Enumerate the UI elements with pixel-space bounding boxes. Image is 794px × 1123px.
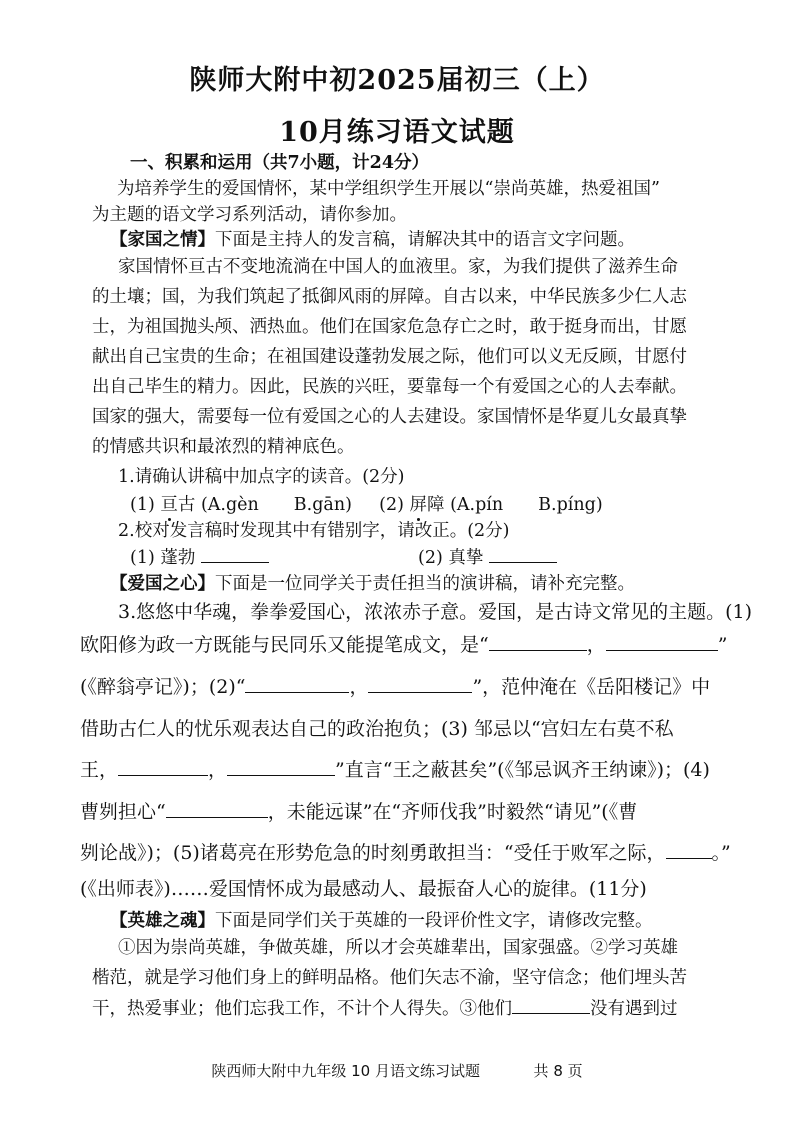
q3-text: 欧阳修为政一方既能与民同乐又能提笔成文，是“ — [80, 634, 489, 656]
section-heading: 一、积累和运用（共7小题，计24分） — [130, 153, 430, 173]
hero-passage-line: 楷范，就是学习他们身上的鲜明品格。他们矢志不渝，坚守信念；他们埋头苦 — [92, 968, 687, 988]
q1-char: 古 — [177, 495, 196, 515]
q3-line — [80, 840, 731, 866]
q3-line: 3.悠悠中华魂，拳拳爱国心，浓浓赤子意。爱国，是古诗文常见的主题。(1) — [118, 601, 753, 623]
q3-blank[interactable] — [227, 759, 335, 776]
q1-stem: 1.请确认讲稿中加点字的读音。(2分) — [118, 467, 405, 487]
q1-item1-num: (1) — [130, 495, 155, 515]
hero-passage-line: ①因为崇尚英雄，争做英雄，所以才会英雄辈出，国家强盛。②学习英雄 — [118, 938, 678, 958]
hero-blank[interactable] — [512, 997, 590, 1014]
passage-line: 的情感共识和最浓烈的精神底色。 — [92, 437, 355, 457]
q3-text: ，未能远谋”在“齐师伐我”时毅然“请见”(《曹 — [267, 801, 638, 823]
part-hero-heading — [110, 910, 653, 932]
q1-char: 障 — [427, 495, 445, 515]
passage-line: 国家的强大，需要每一位有爱国之心的人去建设。家国情怀是华夏儿女最真挚 — [92, 407, 687, 427]
part-instruction: 下面是主持人的发言稿，请解决其中的语言文字问题。 — [215, 230, 635, 250]
q3-text: (《醉翁亭记》)；(2)“ — [80, 676, 246, 698]
q3-line: 借助古仁人的忧乐观表达自己的政治抱负；(3) 邹忌以“宫妇左右莫不私 — [80, 718, 674, 740]
page-footer — [0, 1060, 794, 1081]
hero-passage-line — [92, 997, 678, 1020]
passage-line: 士，为祖国抛头颅、洒热血。他们在国家危急存亡之时，敢于挺身而出，甘愿 — [92, 317, 687, 337]
part-tag: 【家国之情】 — [110, 230, 215, 250]
q3-blank[interactable] — [245, 676, 349, 693]
q3-blank[interactable] — [606, 634, 718, 651]
q2-item2-label: (2) 真挚 — [418, 548, 484, 568]
q3-blank[interactable] — [489, 634, 587, 651]
passage-line: 家国情怀亘古不变地流淌在中国人的血液里。家，为我们提供了滋养生命 — [118, 257, 678, 277]
q2-item2 — [418, 546, 557, 569]
q3-text: ”直言“王之蔽甚矣”(《邹忌讽齐王纳谏》)；(4) — [335, 759, 710, 781]
q3-text: ， — [586, 634, 606, 656]
q1-item1-options: (A.gèn B.gān) — [200, 495, 352, 515]
q3-blank[interactable] — [368, 676, 472, 693]
page-title: 陕师大附中初2025届初三（上） — [189, 65, 605, 96]
q3-line: (《出师表》)……爱国情怀成为最感动人、最振奋人心的旋律。(11分) — [80, 878, 647, 900]
q1-dotted-char: 屏 — [409, 495, 427, 515]
passage-line: 出自己毕生的精力。因此，民族的兴旺，要靠每一个有爱国之心的人去奉献。 — [92, 377, 687, 397]
q3-text: ”，范仲淹在《岳阳楼记》中 — [472, 676, 711, 698]
q3-text: ” — [717, 634, 728, 656]
q1-items — [130, 494, 603, 516]
q2-answer-blank[interactable] — [201, 546, 269, 563]
footer-page-count: 共 8 页 — [533, 1062, 583, 1080]
q2-answer-blank[interactable] — [489, 546, 557, 563]
part-heart-heading — [110, 573, 635, 595]
q3-blank[interactable] — [666, 842, 712, 859]
part-tag: 【爱国之心】 — [110, 574, 215, 594]
passage-line: 的土壤；国，为我们筑起了抵御风雨的屏障。自古以来，中华民族多少仁人志 — [92, 287, 687, 307]
q2-stem: 2.校对发言稿时发现其中有错别字，请改正。(2分) — [118, 521, 510, 541]
q3-line — [80, 674, 710, 700]
footer-title: 陕西师大附中九年级 10 月语文练习试题 — [211, 1062, 480, 1080]
q3-line — [80, 632, 727, 658]
q2-item1 — [130, 546, 269, 569]
hero-text: 没有遇到过 — [590, 999, 678, 1019]
part-tag: 【英雄之魂】 — [110, 911, 215, 931]
q2-item1-label: (1) 蓬勃 — [130, 548, 196, 568]
intro-line-1: 为培养学生的爱国情怀，某中学组织学生开展以“崇尚英雄，热爱祖国” — [117, 179, 660, 199]
part-instruction: 下面是同学们关于英雄的一段评价性文字，请修改完整。 — [215, 911, 653, 931]
q3-text: 王， — [80, 759, 119, 781]
passage-line: 献出自己宝贵的生命；在祖国建设蓬勃发展之际，他们可以义无反顾，甘愿付 — [92, 347, 687, 367]
q3-text: ， — [208, 759, 228, 781]
part-instruction: 下面是一位同学关于责任担当的演讲稿，请补充完整。 — [215, 574, 635, 594]
q3-blank[interactable] — [118, 759, 208, 776]
page-subtitle: 10月练习语文试题 — [279, 117, 515, 148]
q1-dotted-char: 亘 — [160, 495, 178, 515]
q3-text: 曹刿担心“ — [80, 801, 166, 823]
hero-text: 干，热爱事业；他们忘我工作，不计个人得失。③他们 — [92, 999, 512, 1019]
part-family-heading — [110, 229, 635, 251]
q3-line — [80, 757, 710, 783]
intro-line-2: 为主题的语文学习系列活动，请你参加。 — [92, 205, 407, 225]
q3-blank[interactable] — [166, 801, 268, 818]
q1-item2-options: (A.pín B.píng) — [450, 495, 603, 515]
q3-line — [80, 799, 637, 825]
q3-text: 。” — [711, 842, 731, 864]
q3-text: 刿论战》)；(5)诸葛亮在形势危急的时刻勇敢担当：“受任于败军之际， — [80, 842, 666, 864]
q1-item2-num: (2) — [379, 495, 404, 515]
q3-text: ， — [349, 676, 369, 698]
